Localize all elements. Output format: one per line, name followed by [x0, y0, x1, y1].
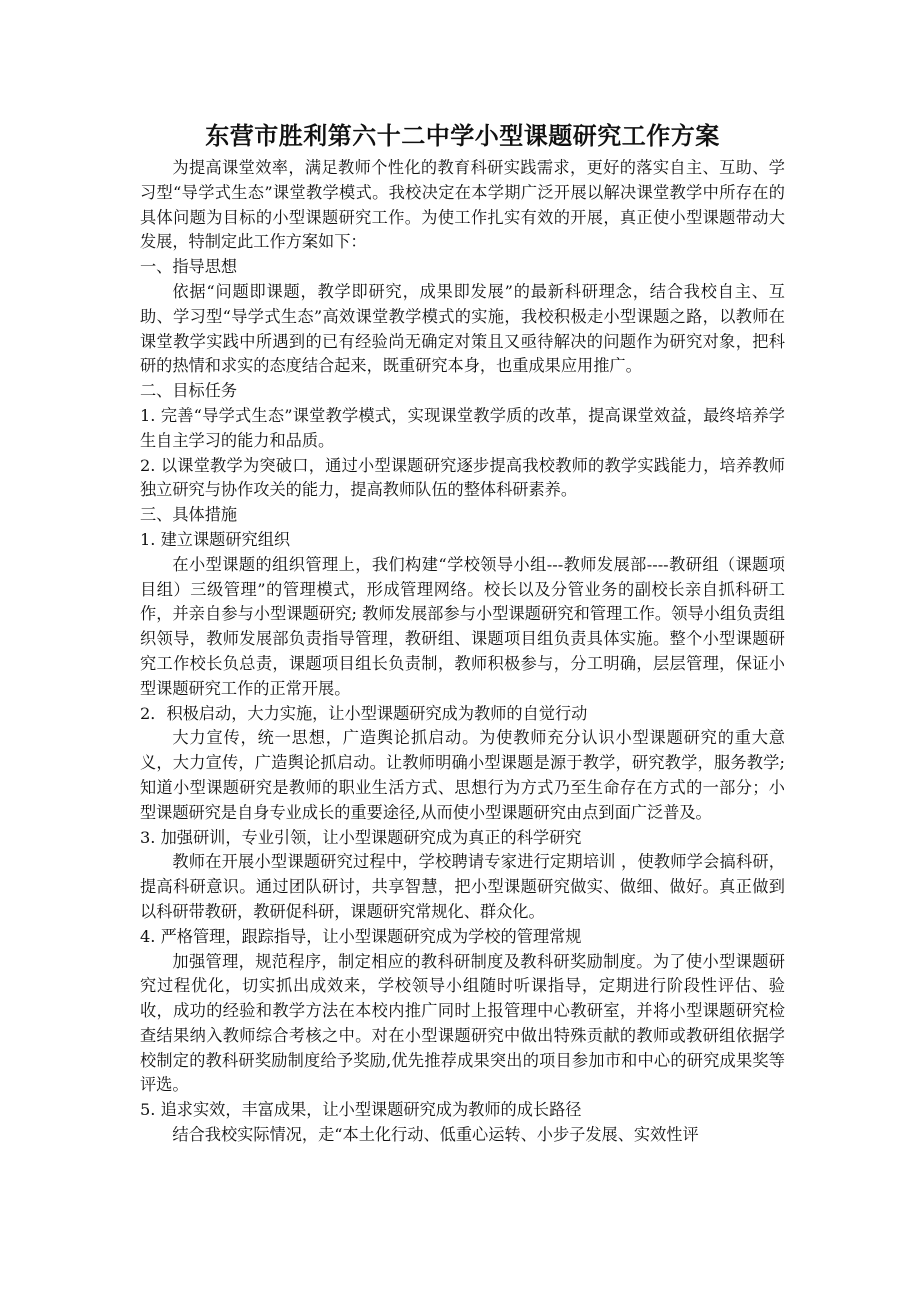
goal-item-2: 2. 以课堂教学为突破口，通过小型课题研究逐步提高我校教师的教学实践能力，培养教师独立研究与协作攻关的能力，提高教师队伍的整体科研素养。 — [140, 455, 785, 500]
section-heading-measures: 三、具体措施 — [140, 505, 238, 525]
measure-4-heading: 4. 严格管理，跟踪指导，让小型课题研究成为学校的管理常规 — [140, 926, 582, 946]
measure-3-paragraph: 教师在开展小型课题研究过程中，学校聘请专家进行定期培训 ，使教师学会搞科研，提高科研意识。通过团队研讨，共享智慧，把小型课题研究做实、做细、做好。真正做到以科研带教研，教研促科研，课题研究常规化、群众化。 — [140, 852, 785, 921]
document-title: 东营市胜利第六十二中学小型课题研究工作方案 — [205, 122, 720, 150]
goal-item-1: 1. 完善“导学式生态”课堂教学模式，实现课堂教学质的改革，提高课堂效益，最终培养学生自主学习的能力和品质。 — [140, 405, 785, 450]
intro-paragraph: 为提高课堂效率，满足教师个性化的教育科研实践需求，更好的落实自主、互助、学习型“导学式生态”课堂教学模式。我校决定在本学期广泛开展以解决课堂教学中所存在的具体问题为目标的小型课题研究工作。为使工作扎实有效的开展，真正使小型课题带动大发展，特制定此工作方案如下： — [140, 158, 785, 252]
measure-5-heading: 5. 追求实效，丰富成果，让小型课题研究成为教师的成长路径 — [140, 1100, 582, 1120]
measure-4-paragraph: 加强管理，规范程序，制定相应的教科研制度及教科研奖励制度。为了使小型课题研究过程优化，切实抓出成效来，学校领导小组随时听课指导，定期进行阶段性评估、验收，成功的经验和教学方法在本校内推广同时上报管理中心教研室，并将小型课题研究检查结果纳入教师综合考核之中。对在小型课题研究中做出特殊贡献的教师或教研组依据学校制定的教科研奖励制度给予奖励,优先推荐成果突出的项目参加市和中心的研究成果奖等评选。 — [140, 951, 785, 1095]
measure-1-paragraph: 在小型课题的组织管理上，我们构建“学校领导小组---教师发展部----教研组（课题项目组）三级管理”的管理模式，形成管理网络。校长以及分管业务的副校长亲自抓科研工作，并亲自参与小型课题研究; 教师发展部参与小型课题研究和管理工作。领导小组负责组织领导，教师发展部负责指导管理，教研组、课题项目组负责具体实施。整个小型课题研究工作校长负总责，课题项目组长负责制，教师积极参与，分工明确，层层管理，保证小型课题研究工作的正常开展。 — [140, 554, 785, 698]
measure-2-paragraph: 大力宣传，统一思想，广造舆论抓启动。为使教师充分认识小型课题研究的重大意义，大力宣传，广造舆论抓启动。让教师明确小型课题是源于教学，研究教学，服务教学; 知道小型课题研究是教师的职业生活方式、思想行为方式乃至生命存在方式的一部分；小型课题研究是自身专业成长的重要途径,从而使小型课题研究由点到面广泛普及。 — [140, 728, 785, 822]
section-heading-goals: 二、目标任务 — [140, 381, 238, 401]
section-heading-guiding-ideas: 一、指导思想 — [140, 257, 238, 277]
measure-1-heading: 1. 建立课题研究组织 — [140, 529, 291, 549]
document-page — [140, 118, 785, 1148]
measure-5-paragraph: 结合我校实际情况，走“本土化行动、低重心运转、小步子发展、实效性评 — [172, 1125, 699, 1145]
measure-2-heading: 2．积极启动，大力实施，让小型课题研究成为教师的自觉行动 — [140, 703, 588, 723]
measure-3-heading: 3. 加强研训，专业引领，让小型课题研究成为真正的科学研究 — [140, 827, 582, 847]
guiding-ideas-paragraph: 依据“问题即课题，教学即研究，成果即发展”的最新科研理念，结合我校自主、互助、学习型“导学式生态”高效课堂教学模式的实施，我校积极走小型课题之路，以教师在课堂教学实践中所遇到的已有经验尚无确定对策且又亟待解决的问题作为研究对象，把科研的热情和求实的态度结合起来，既重研究本身，也重成果应用推广。 — [140, 281, 785, 376]
